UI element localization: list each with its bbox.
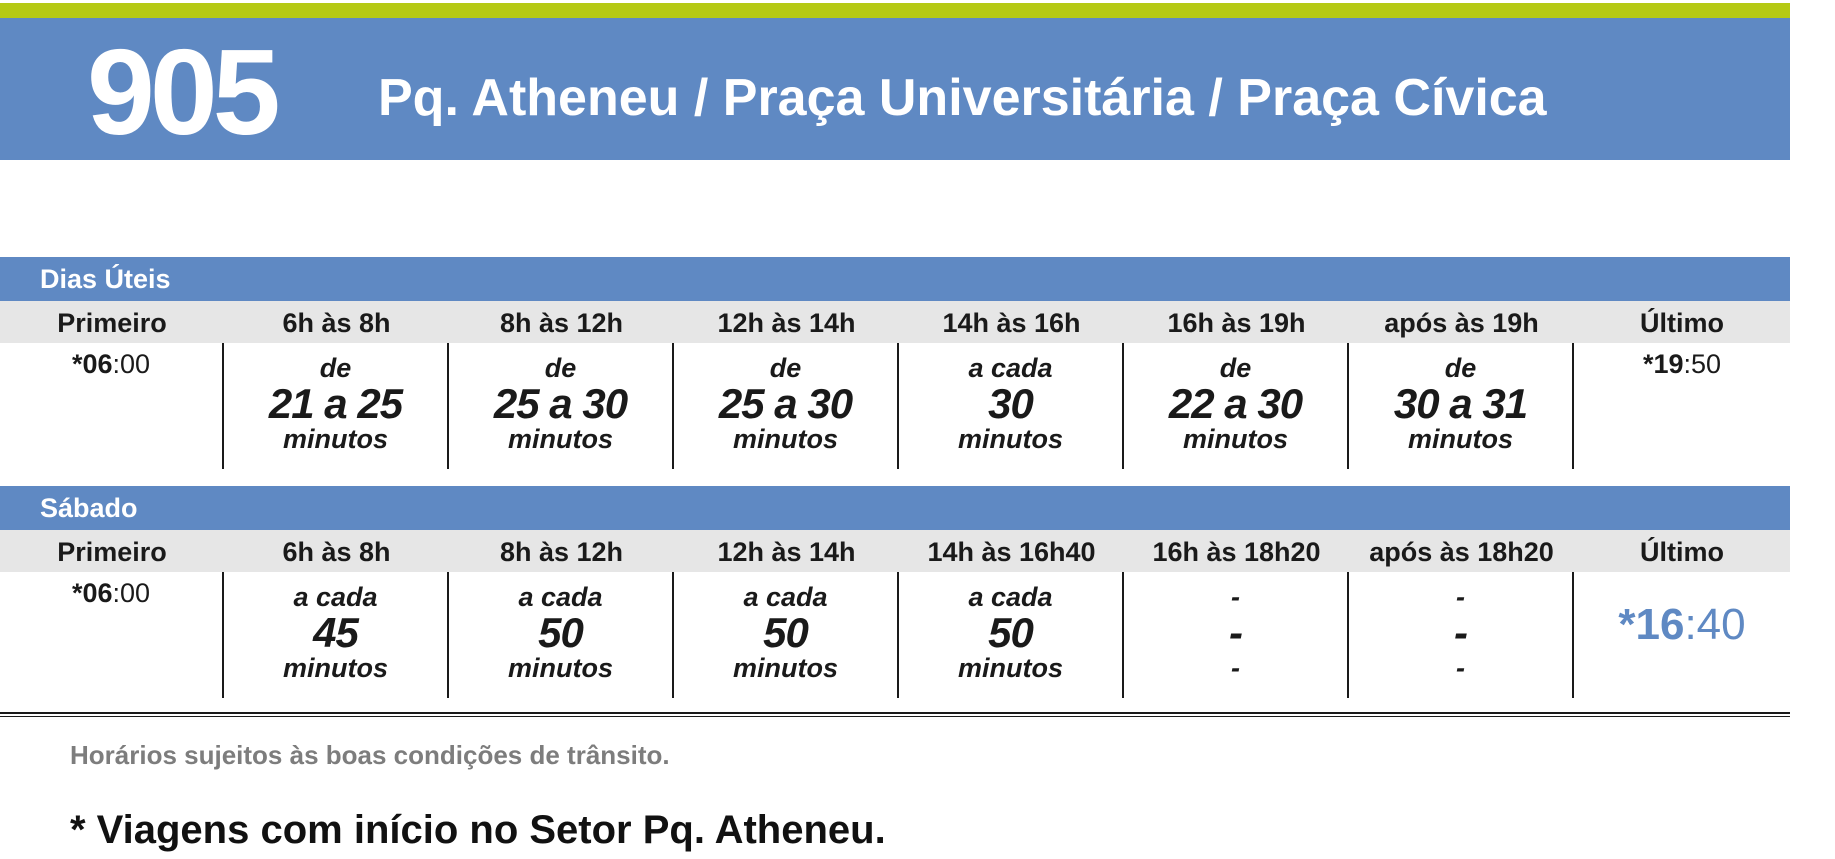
frequency-cell [674, 343, 899, 469]
frequency-cell [1349, 343, 1574, 469]
frequency-unit: minutos [733, 653, 838, 683]
header-period: após às 18h20 [1369, 537, 1554, 567]
frequency-value: 30 a 31 [1393, 380, 1528, 427]
frequency-value: 21 a 25 [268, 380, 403, 427]
frequency-cell [449, 343, 674, 469]
header-period: 8h às 12h [499, 308, 624, 338]
frequency-prefix: de [769, 353, 802, 383]
first-departure-cell [0, 343, 224, 469]
route-number: 905 [87, 24, 276, 160]
frequency-value: 25 a 30 [718, 380, 853, 427]
frequency-unit: - [1231, 653, 1240, 683]
last-departure-cell [1574, 572, 1790, 698]
header-period: 6h às 8h [282, 308, 391, 338]
frequency-prefix: de [544, 353, 577, 383]
saturday-header-row [0, 530, 1790, 572]
frequency-cell [899, 343, 1124, 469]
frequency-prefix: - [1456, 582, 1465, 612]
frequency-value: 50 [538, 609, 583, 656]
last-departure-cell [1574, 343, 1790, 469]
accent-stripe [0, 3, 1790, 18]
frequency-value: - [1454, 609, 1467, 656]
header-period: 6h às 8h [282, 537, 391, 567]
frequency-value: 30 [988, 380, 1033, 427]
last-departure-time: *16:40 [1618, 600, 1746, 649]
frequency-prefix: a cada [518, 582, 603, 612]
first-departure-cell [0, 572, 224, 698]
header-period: 12h às 14h [717, 308, 856, 338]
frequency-cell [1124, 572, 1349, 698]
frequency-prefix: a cada [968, 582, 1053, 612]
header-period: 16h às 18h20 [1152, 537, 1321, 567]
frequency-value: 25 a 30 [493, 380, 628, 427]
frequency-value: 50 [763, 609, 808, 656]
frequency-prefix: a cada [743, 582, 828, 612]
frequency-unit: - [1456, 653, 1465, 683]
frequency-cell [674, 572, 899, 698]
frequency-unit: minutos [958, 424, 1063, 454]
frequency-cell [224, 572, 449, 698]
header-first: Primeiro [57, 308, 167, 338]
header-period: 14h às 16h [942, 308, 1081, 338]
weekday-body-row [0, 343, 1790, 469]
saturday-section-title: Sábado [0, 486, 1790, 530]
header-period: 16h às 19h [1167, 308, 1306, 338]
frequency-cell [449, 572, 674, 698]
first-departure-time: *06:00 [71, 578, 151, 608]
weekday-header-row [0, 301, 1790, 343]
frequency-prefix: de [1444, 353, 1477, 383]
frequency-prefix: de [319, 353, 352, 383]
route-name: Pq. Atheneu / Praça Universitária / Praça Cívica [378, 69, 1547, 127]
header-last: Último [1640, 537, 1724, 567]
frequency-unit: minutos [1183, 424, 1288, 454]
table-bottom-rule [0, 712, 1790, 717]
header-period: 12h às 14h [717, 537, 856, 567]
first-departure-time: *06:00 [71, 349, 151, 379]
frequency-cell [224, 343, 449, 469]
frequency-unit: minutos [283, 653, 388, 683]
header-last: Último [1640, 308, 1724, 338]
frequency-unit: minutos [958, 653, 1063, 683]
saturday-body-row [0, 572, 1790, 698]
frequency-unit: minutos [508, 424, 613, 454]
weekday-section-title: Dias Úteis [0, 257, 1790, 301]
header-period: após às 19h [1384, 308, 1539, 338]
frequency-prefix: - [1231, 582, 1240, 612]
frequency-unit: minutos [733, 424, 838, 454]
frequency-value: 22 a 30 [1168, 380, 1303, 427]
frequency-prefix: de [1219, 353, 1252, 383]
route-header [0, 18, 1790, 160]
frequency-value: 50 [988, 609, 1033, 656]
frequency-unit: minutos [508, 653, 613, 683]
traffic-disclaimer: Horários sujeitos às boas condições de trânsito. [70, 740, 670, 770]
frequency-cell [1124, 343, 1349, 469]
last-departure-time: *19:50 [1642, 349, 1722, 379]
frequency-prefix: a cada [968, 353, 1053, 383]
frequency-cell [899, 572, 1124, 698]
header-period: 14h às 16h40 [927, 537, 1096, 567]
header-period: 8h às 12h [499, 537, 624, 567]
header-first: Primeiro [57, 537, 167, 567]
frequency-prefix: a cada [293, 582, 378, 612]
origin-footnote: * Viagens com início no Setor Pq. Atheneu. [70, 808, 886, 852]
frequency-value: 45 [313, 609, 358, 656]
frequency-unit: minutos [1408, 424, 1513, 454]
frequency-value: - [1229, 609, 1242, 656]
frequency-unit: minutos [283, 424, 388, 454]
frequency-cell [1349, 572, 1574, 698]
